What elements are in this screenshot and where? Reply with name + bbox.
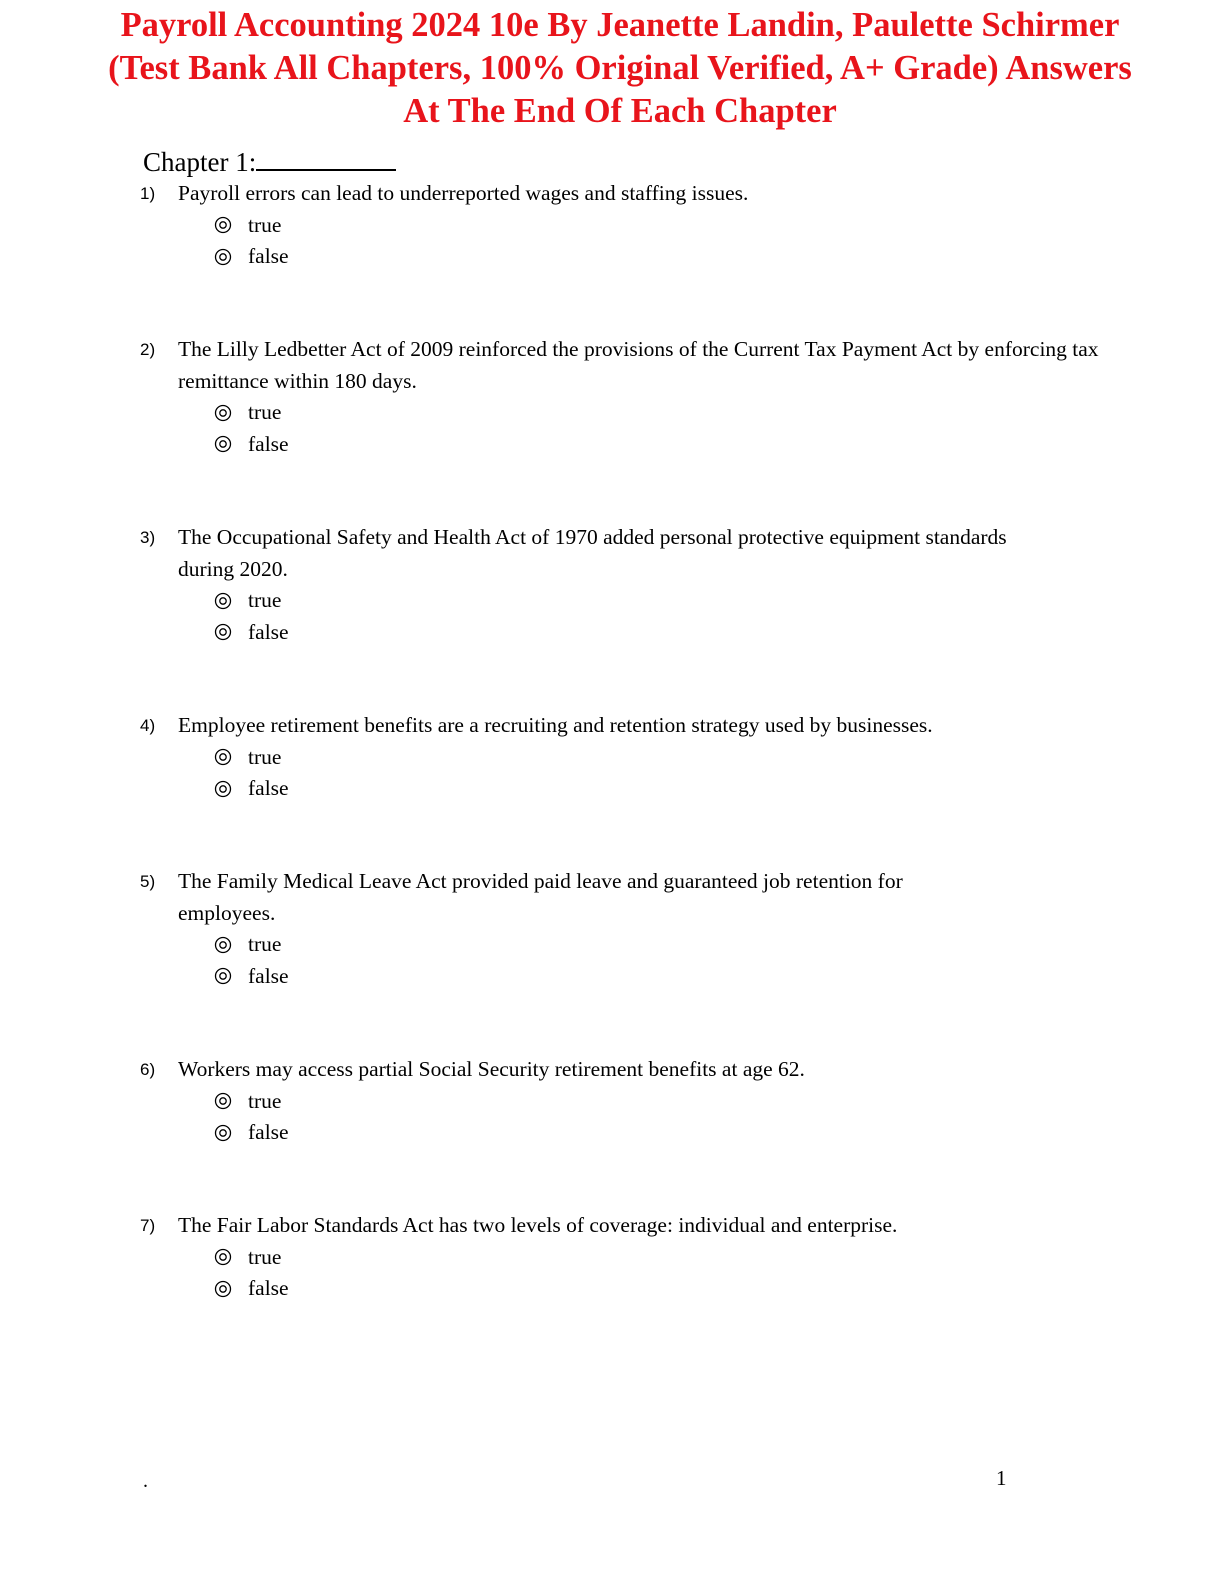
radio-button-icon[interactable] [214,1248,232,1266]
answer-options [214,1086,1100,1149]
option-label: false [248,963,289,988]
option-label: true [248,212,282,237]
option-false[interactable] [214,1117,1100,1149]
question-number: 2) [140,340,156,359]
option-false[interactable] [214,617,1100,649]
option-false[interactable] [214,1273,1100,1305]
question-number: 3) [140,528,156,547]
option-label: false [248,619,289,644]
radio-button-icon[interactable] [214,435,232,453]
option-label: true [248,1088,282,1113]
radio-button-icon[interactable] [214,1124,232,1142]
question-text: The Lilly Ledbetter Act of 2009 reinforced the provisions of the Current Tax Payment Act by enforcing tax remittance within 180 days. [178,337,1099,393]
radio-button-icon[interactable] [214,780,232,798]
radio-button-icon[interactable] [214,623,232,641]
option-label: false [248,1120,289,1144]
page-number: 1 [996,1466,1007,1490]
option-label: true [248,1244,282,1269]
radio-button-icon[interactable] [214,216,232,234]
radio-button-icon[interactable] [214,967,232,985]
question-text: The Family Medical Leave Act provided paid leave and guaranteed job retention for employees. [178,869,903,925]
radio-button-icon[interactable] [214,748,232,766]
radio-button-icon[interactable] [214,936,232,954]
option-true[interactable] [214,742,1100,774]
radio-button-icon[interactable] [214,1280,232,1298]
answer-options [214,742,1100,805]
question-7 [140,1210,1100,1305]
question-text: The Occupational Safety and Health Act of 1970 added personal protective equipment standards during 2020. [178,525,1007,581]
radio-button-icon[interactable] [214,248,232,266]
option-false[interactable] [214,961,1100,993]
option-true[interactable] [214,210,1100,242]
option-false[interactable] [214,429,1100,461]
question-2 [140,334,1100,460]
question-number: 5) [140,872,156,891]
document-title [60,4,1180,133]
question-4 [140,710,1100,805]
option-true[interactable] [214,929,1100,961]
question-3 [140,522,1100,648]
question-number: 1) [140,184,156,203]
question-text: Employee retirement benefits are a recruiting and retention strategy used by businesses. [178,713,933,737]
answer-options [214,929,1100,992]
answer-options [214,397,1100,460]
title-line-3: At The End Of Each Chapter [403,92,837,130]
chapter-label: Chapter 1: [143,147,257,177]
option-true[interactable] [214,1086,1100,1118]
title-line-2: (Test Bank All Chapters, 100% Original Verified, A+ Grade) Answers [108,49,1132,87]
option-label: false [248,1276,289,1300]
radio-button-icon[interactable] [214,404,232,422]
question-number: 4) [140,716,156,735]
question-text: Payroll errors can lead to underreported wages and staffing issues. [178,181,749,205]
answer-options [214,210,1100,273]
answer-options [214,1242,1100,1305]
question-1 [140,178,1100,273]
option-label: false [248,431,289,456]
answer-options [214,585,1100,648]
option-true[interactable] [214,1242,1100,1274]
chapter-blank-line [256,143,396,171]
radio-button-icon[interactable] [214,592,232,610]
option-false[interactable] [214,241,1100,273]
option-true[interactable] [214,397,1100,429]
footer-dot: . [143,1470,148,1492]
question-6 [140,1054,1100,1149]
question-text: The Fair Labor Standards Act has two levels of coverage: individual and enterprise. [178,1213,898,1237]
option-label: false [248,244,289,268]
radio-button-icon[interactable] [214,1092,232,1110]
option-false[interactable] [214,773,1100,805]
option-true[interactable] [214,585,1100,617]
question-text: Workers may access partial Social Security retirement benefits at age 62. [178,1057,805,1081]
title-line-1: Payroll Accounting 2024 10e By Jeanette Landin, Paulette Schirmer [120,6,1120,44]
option-label: true [248,744,282,769]
option-label: true [248,588,282,612]
chapter-heading [143,143,396,179]
option-label: false [248,776,289,800]
option-label: true [248,932,282,956]
question-number: 7) [140,1216,156,1235]
question-number: 6) [140,1060,156,1079]
option-label: true [248,400,282,424]
question-5 [140,866,1100,992]
